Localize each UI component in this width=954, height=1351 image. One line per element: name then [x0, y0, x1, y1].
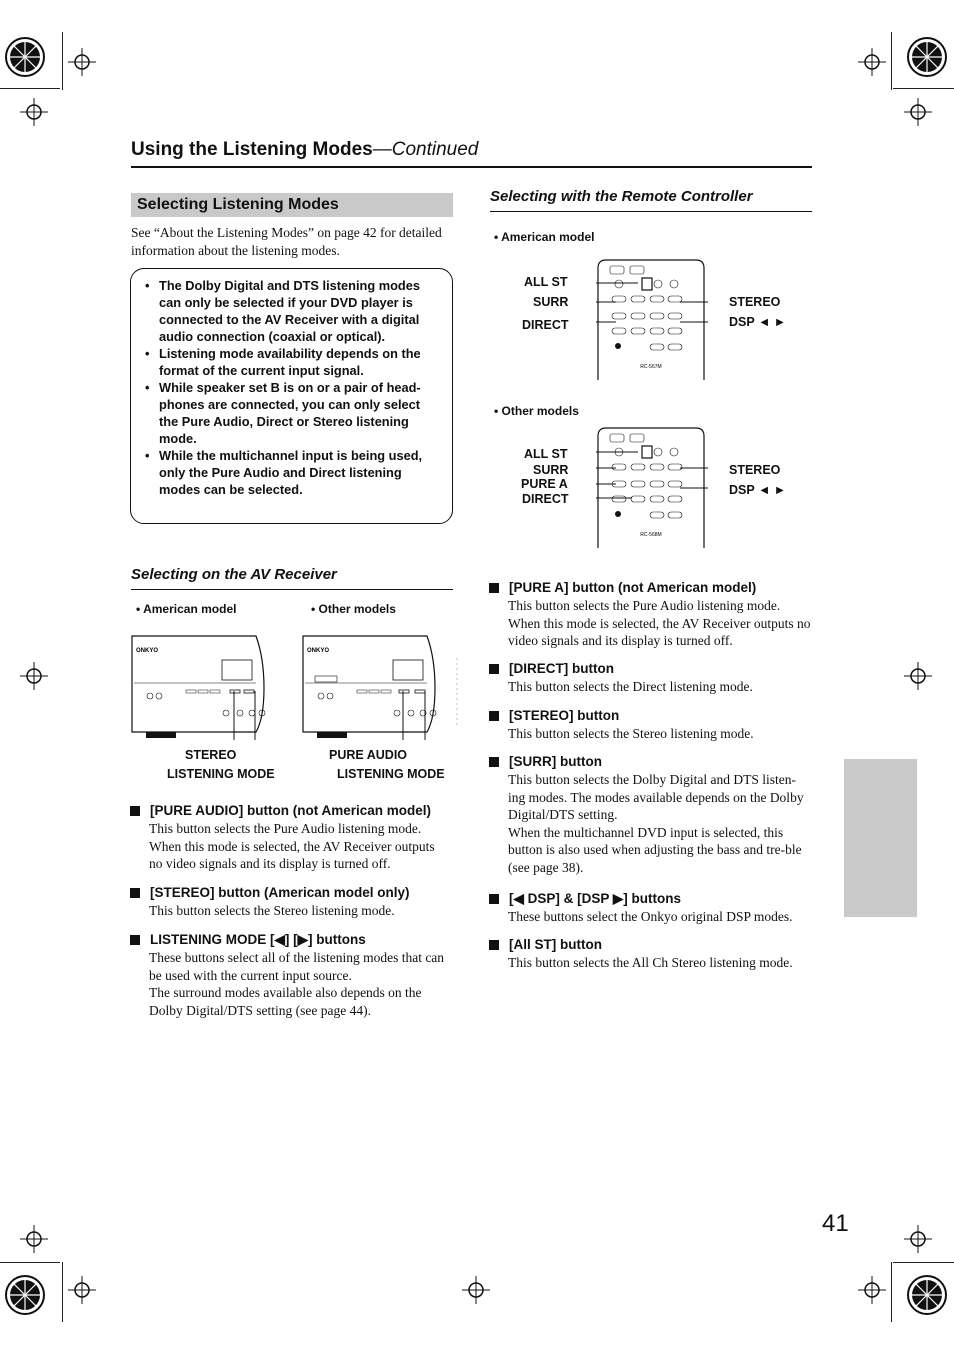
remote-subtitle-rule — [490, 211, 812, 212]
item-body: This button selects the Pure Audio listening mode. When this mode is selected, the AV Receiver outputs no video signals and its display is turned off. — [508, 598, 811, 649]
item-body: This button selects the Direct listening mode. — [508, 679, 753, 694]
note-item: • The Dolby Digital and DTS listening modes can only be selected if your DVD player is connected to the AV Receiver with a digital audio connection (coaxial or optical). — [145, 277, 440, 345]
item-heading: [STEREO] button (American model only) — [130, 884, 440, 902]
item-body: This button selects the Dolby Digital and DTS listen-ing modes. The modes available depends on the Dolby Digital/DTS setting. When the multichannel DVD input is selected, this button is also used when adjusting the bass and tre-ble (see page 38). — [508, 772, 804, 875]
other-models-label: • Other models — [494, 404, 579, 418]
page-number: 41 — [822, 1210, 849, 1237]
note-list — [145, 277, 440, 498]
receiver-front-panel-american — [130, 628, 275, 740]
item-direct-button — [489, 660, 813, 696]
registration-target-icon — [906, 1274, 948, 1316]
item-body: These buttons select the Onkyo original DSP modes. — [508, 909, 793, 924]
crosshair-icon — [858, 1276, 886, 1304]
item-all-st-button — [489, 936, 813, 972]
item-pure-audio-button — [130, 802, 440, 873]
remote-model-code: RC-567M — [640, 364, 662, 370]
page-title-suffix: —Continued — [372, 139, 479, 160]
item-body: This button selects the Pure Audio listening mode. When this mode is selected, the AV Receiver outputs no video signals and its display is turned off. — [149, 821, 435, 872]
item-stereo-button — [489, 707, 813, 743]
other-models-label: • Other models — [311, 602, 396, 616]
label-stereo: STEREO — [729, 295, 781, 309]
crosshair-icon — [20, 662, 48, 690]
label-all-st: ALL ST — [524, 275, 568, 289]
item-body: This button selects the Stereo listening mode. — [508, 726, 754, 741]
callout-pure-audio: PURE AUDIO — [329, 748, 408, 762]
receiver-subtitle: Selecting on the AV Receiver — [131, 566, 337, 583]
page-title — [131, 139, 478, 161]
item-body: This button selects the All Ch Stereo listening mode. — [508, 955, 793, 970]
item-heading: LISTENING MODE [◀] [▶] buttons — [130, 931, 450, 949]
item-heading: [DIRECT] button — [489, 660, 813, 678]
crosshair-icon — [858, 48, 886, 76]
label-direct: DIRECT — [522, 492, 569, 506]
callout-listening-mode: LISTENING MODE — [167, 767, 275, 781]
american-model-label: • American model — [136, 602, 237, 616]
brand-logo: ONKYO — [136, 648, 159, 654]
item-pure-a-button — [489, 579, 813, 650]
brand-logo: ONKYO — [307, 648, 330, 654]
item-heading: [PURE AUDIO] button (not American model) — [130, 802, 440, 820]
crosshair-icon — [904, 98, 932, 126]
label-all-st: ALL ST — [524, 447, 568, 461]
crosshair-icon — [20, 1225, 48, 1253]
remote-subtitle: Selecting with the Remote Controller — [490, 188, 753, 205]
item-dsp-buttons — [489, 890, 813, 926]
note-item: • While the multichannel input is being used, only the Pure Audio and Direct listening modes can be selected. — [145, 447, 440, 498]
item-listening-mode-buttons — [130, 931, 450, 1019]
receiver-subtitle-rule — [131, 589, 453, 590]
item-stereo-button — [130, 884, 440, 920]
american-model-label: • American model — [494, 230, 595, 244]
crosshair-icon — [68, 48, 96, 76]
label-stereo: STEREO — [729, 463, 781, 477]
remote-controller-american — [596, 258, 708, 382]
page-title-text: Using the Listening Modes — [131, 139, 373, 160]
chapter-side-tab — [844, 759, 917, 917]
item-heading: [SURR] button — [489, 753, 813, 771]
crosshair-icon — [904, 1225, 932, 1253]
label-direct: DIRECT — [522, 318, 569, 332]
label-dsp: DSP ◄ ► — [729, 483, 787, 497]
registration-target-icon — [906, 36, 948, 78]
item-heading: [All ST] button — [489, 936, 813, 954]
registration-target-icon — [4, 1274, 46, 1316]
item-heading: [STEREO] button — [489, 707, 813, 725]
crosshair-icon — [904, 662, 932, 690]
note-item: • While speaker set B is on or a pair of head-phones are connected, you can only select the Pure Audio, Direct or Stereo listening mode. — [145, 379, 440, 447]
label-surr: SURR — [533, 295, 569, 309]
item-heading: [◀ DSP] & [DSP ▶] buttons — [489, 890, 813, 908]
callout-listening-mode: LISTENING MODE — [337, 767, 445, 781]
callout-stereo: STEREO — [185, 748, 237, 762]
crosshair-icon — [20, 98, 48, 126]
item-surr-button — [489, 753, 813, 877]
item-heading: [PURE A] button (not American model) — [489, 579, 813, 597]
crosshair-icon — [462, 1276, 490, 1304]
label-pure-a: PURE A — [521, 477, 568, 491]
remote-model-code: RC-568M — [640, 532, 662, 538]
remote-controller-other — [596, 426, 708, 550]
registration-target-icon — [4, 36, 46, 78]
item-body: This button selects the Stereo listening mode. — [149, 903, 395, 918]
intro-paragraph: See “About the Listening Modes” on page 42 for detailed information about the listening modes. — [131, 225, 442, 258]
section-title: Selecting Listening Modes — [131, 193, 453, 217]
label-surr: SURR — [533, 463, 569, 477]
title-divider — [131, 166, 812, 168]
crosshair-icon — [68, 1276, 96, 1304]
receiver-front-panel-other — [301, 628, 461, 740]
item-body: These buttons select all of the listening modes that can be used with the current input source. The surround modes available also depends on the Dolby Digital/DTS setting (see page 44). — [149, 950, 445, 1018]
note-item: • Listening mode availability depends on the format of the current input signal. — [145, 345, 440, 379]
note-box — [130, 268, 453, 524]
label-dsp: DSP ◄ ► — [729, 315, 787, 329]
